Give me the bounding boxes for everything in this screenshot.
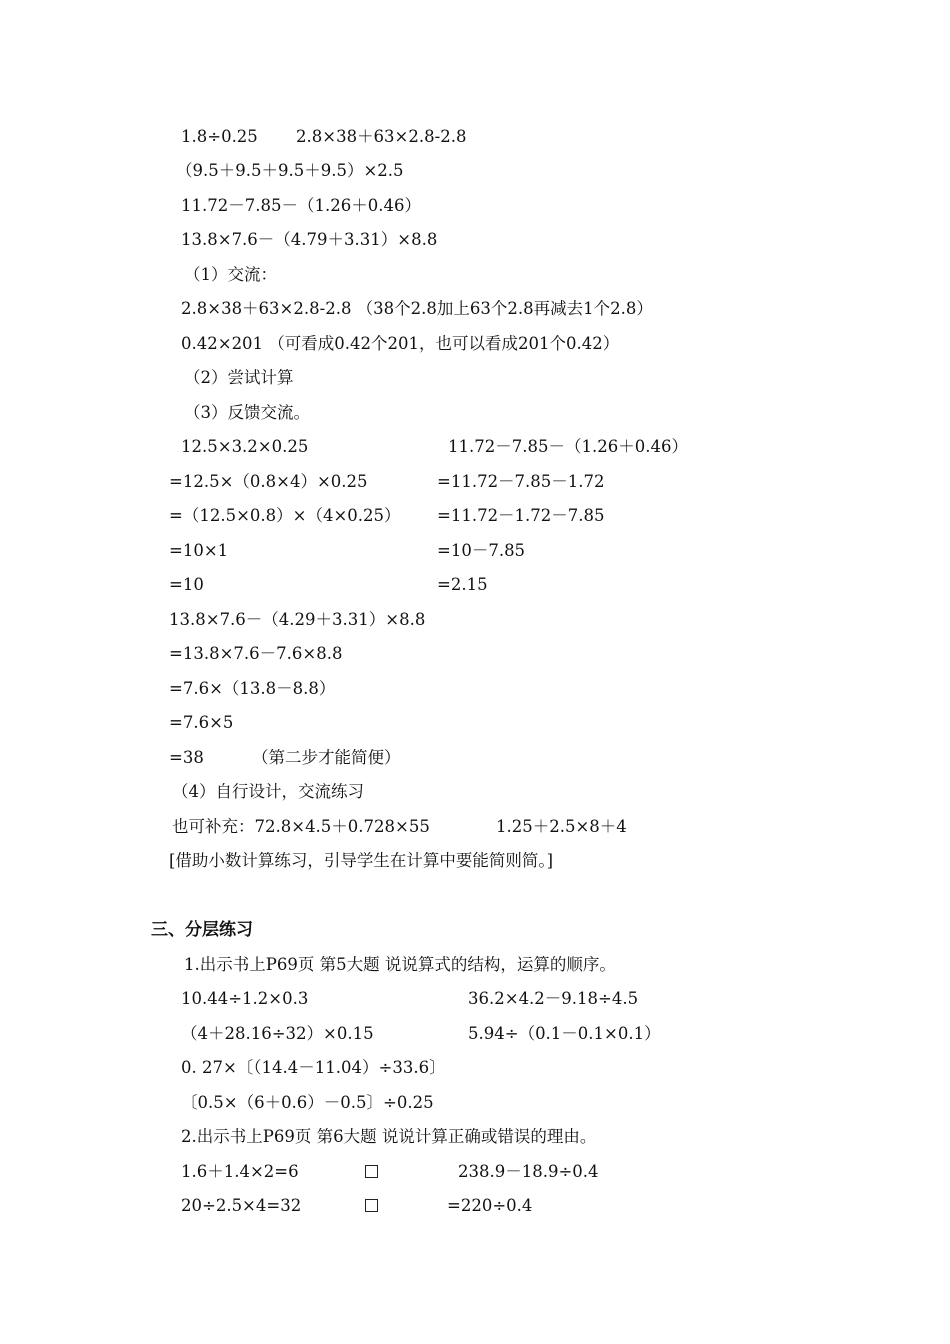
item2-left-expr: 20÷2.5×4=32 <box>181 1196 302 1215</box>
calc-right-line: =2.15 <box>437 575 488 594</box>
step2-title: （2）尝试计算 <box>184 368 294 387</box>
item1-left-expr: 10.44÷1.2×0.3 <box>181 989 309 1008</box>
item2-text: 2.出示书上P69页 第6大题 说说计算正确或错误的理由。 <box>181 1127 597 1146</box>
answer-checkbox[interactable] <box>365 1165 378 1178</box>
supplement-extra: 1.25＋2.5×8＋4 <box>496 817 627 836</box>
item1-right-expr: 5.94÷（0.1－0.1×0.1） <box>468 1024 661 1043</box>
calc-left-line: =10 <box>169 575 204 594</box>
calc-third-line: =7.6×（13.8－8.8） <box>169 679 336 698</box>
teaching-note: [借助小数计算练习，引导学生在计算中要能简则简。] <box>169 851 554 870</box>
item1-left-expr: 〔0.5×（6＋0.6）－0.5〕÷0.25 <box>181 1093 434 1112</box>
calc-left-line: =（12.5×0.8）×（4×0.25） <box>169 506 401 525</box>
question-line-1a: 1.8÷0.25 <box>181 127 258 146</box>
calc-right-line: =10－7.85 <box>437 541 526 560</box>
calc-third-line: =13.8×7.6－7.6×8.8 <box>169 644 343 663</box>
calc-left-line: =12.5×（0.8×4）×0.25 <box>169 472 368 491</box>
calc-right-line: 11.72－7.85－（1.26＋0.46） <box>448 437 688 456</box>
calc-third-note: （第二步才能简便） <box>252 748 401 767</box>
calc-right-line: =11.72－1.72－7.85 <box>437 506 605 525</box>
calc-third-line: =7.6×5 <box>169 713 234 732</box>
step1-title: （1）交流： <box>184 265 277 284</box>
calc-left-line: 12.5×3.2×0.25 <box>181 437 309 456</box>
section-heading: 三、分层练习 <box>151 920 253 940</box>
calc-right-line: =11.72－7.85－1.72 <box>437 472 605 491</box>
question-line-2: （9.5＋9.5＋9.5＋9.5）×2.5 <box>176 161 404 180</box>
calc-third-line: =38 <box>169 748 204 767</box>
calc-third-line: 13.8×7.6－（4.29＋3.31）×8.8 <box>169 610 426 629</box>
step3-title: （3）反馈交流。 <box>184 403 310 422</box>
step1-line-2: 0.42×201 （可看成0.42个201，也可以看成201个0.42） <box>181 334 620 353</box>
step4-title: （4）自行设计，交流练习 <box>172 782 364 801</box>
item1-left-expr: （4＋28.16÷32）×0.15 <box>181 1024 374 1043</box>
item1-text: 1.出示书上P69页 第5大题 说说算式的结构，运算的顺序。 <box>184 955 616 974</box>
question-line-3: 11.72－7.85－（1.26＋0.46） <box>181 196 421 215</box>
item2-left-expr: 1.6＋1.4×2=6 <box>181 1162 299 1181</box>
supplement-line: 也可补充：72.8×4.5＋0.728×55 <box>172 817 430 836</box>
answer-checkbox[interactable] <box>365 1199 378 1212</box>
calc-left-line: =10×1 <box>169 541 229 560</box>
item2-right-expr: =220÷0.4 <box>447 1196 533 1215</box>
question-line-4: 13.8×7.6－（4.79＋3.31）×8.8 <box>181 230 438 249</box>
step1-line-1: 2.8×38＋63×2.8-2.8 （38个2.8加上63个2.8再减去1个2.8） <box>181 299 653 318</box>
item1-right-expr: 36.2×4.2－9.18÷4.5 <box>468 989 639 1008</box>
question-line-1b: 2.8×38＋63×2.8-2.8 <box>296 127 467 146</box>
item1-left-expr: 0. 27×〔（14.4－11.04）÷33.6〕 <box>181 1058 446 1077</box>
item2-right-expr: 238.9－18.9÷0.4 <box>458 1162 599 1181</box>
